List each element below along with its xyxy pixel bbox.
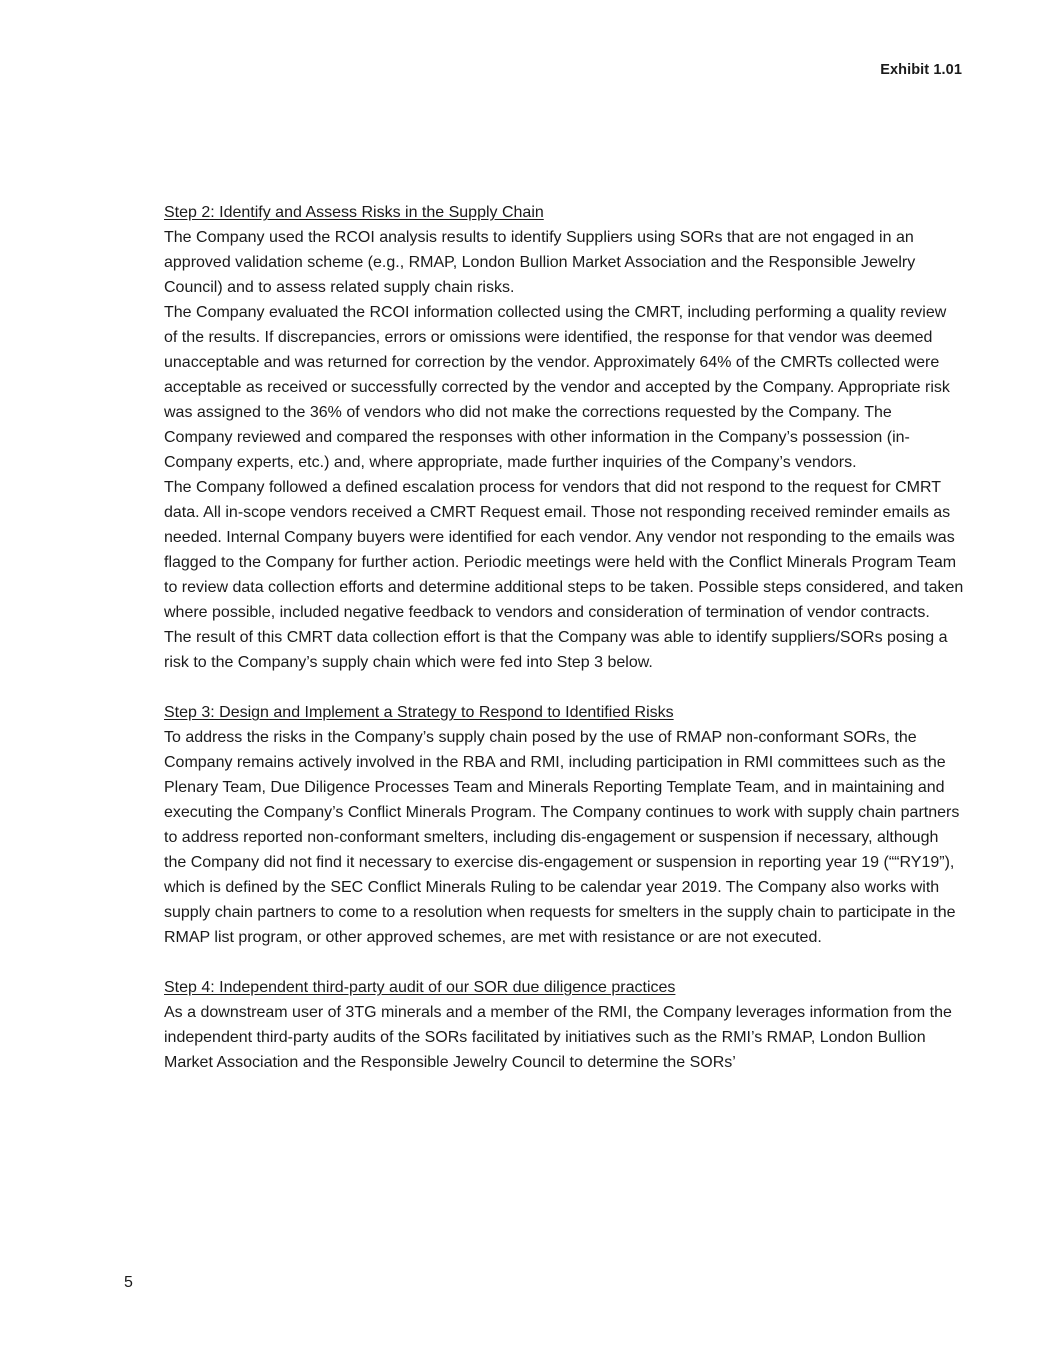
- section-step-3: [164, 700, 964, 950]
- page-number: 5: [124, 1274, 133, 1291]
- document-body: [164, 200, 964, 1100]
- section-step-2: [164, 200, 964, 675]
- paragraph: As a downstream user of 3TG minerals and a member of the RMI, the Company leverages information from the independent third-party audits of the SORs facilitated by initiatives such as the RMI’s RMAP, London Bullion Market Association and the Responsible Jewelry Council to determine the SORs’: [164, 1004, 952, 1071]
- paragraph: The result of this CMRT data collection effort is that the Company was able to identify suppliers/SORs posing a risk to the Company’s supply chain which were fed into Step 3 below.: [164, 629, 948, 671]
- exhibit-label: Exhibit 1.01: [880, 62, 962, 78]
- section-heading: Step 3: Design and Implement a Strategy to Respond to Identified Risks: [164, 704, 674, 721]
- section-heading: Step 2: Identify and Assess Risks in the Supply Chain: [164, 204, 544, 221]
- paragraph: The Company followed a defined escalation process for vendors that did not respond to the request for CMRT data. All in-scope vendors received a CMRT Request email. Those not responding received reminder emails as needed. Internal Company buyers were identified for each vendor. Any vendor not responding to the emails was flagged to the Company for further action. Periodic meetings were held with the Conflict Minerals Program Team to review data collection efforts and determine additional steps to be taken. Possible steps considered, and taken where possible, included negative feedback to vendors and consideration of termination of vendor contracts.: [164, 479, 964, 621]
- paragraph: To address the risks in the Company’s supply chain posed by the use of RMAP non-conformant SORs, the Company remains actively involved in the RBA and RMI, including participation in RMI committees such as the Plenary Team, Due Diligence Processes Team and Minerals Reporting Template Team, and in maintaining and executing the Company’s Conflict Minerals Program. The Company continues to work with supply chain partners to address reported non-conformant smelters, including dis-engagement or suspension if necessary, although the Company did not find it necessary to exercise dis-engagement or suspension in reporting year 19 (““RY19”), which is defined by the SEC Conflict Minerals Ruling to be calendar year 2019. The Company also works with supply chain partners to come to a resolution when requests for smelters in the supply chain to participate in the RMAP list program, or other approved schemes, are met with resistance or are not executed.: [164, 729, 960, 946]
- section-step-4: [164, 975, 964, 1075]
- section-heading: Step 4: Independent third-party audit of our SOR due diligence practices: [164, 979, 676, 996]
- paragraph: The Company used the RCOI analysis results to identify Suppliers using SORs that are not engaged in an approved validation scheme (e.g., RMAP, London Bullion Market Association and the Responsible Jewelry Council) and to assess related supply chain risks.: [164, 229, 916, 296]
- paragraph: The Company evaluated the RCOI information collected using the CMRT, including performing a quality review of the results. If discrepancies, errors or omissions were identified, the response for that vendor was deemed unacceptable and was returned for correction by the vendor. Approximately 64% of the CMRTs collected were acceptable as received or successfully corrected by the vendor and accepted by the Company. Appropriate risk was assigned to the 36% of vendors who did not make the corrections requested by the Company. The Company reviewed and compared the responses with other information in the Company’s possession (in-Company experts, etc.) and, where appropriate, made further inquiries of the Company’s vendors.: [164, 304, 950, 471]
